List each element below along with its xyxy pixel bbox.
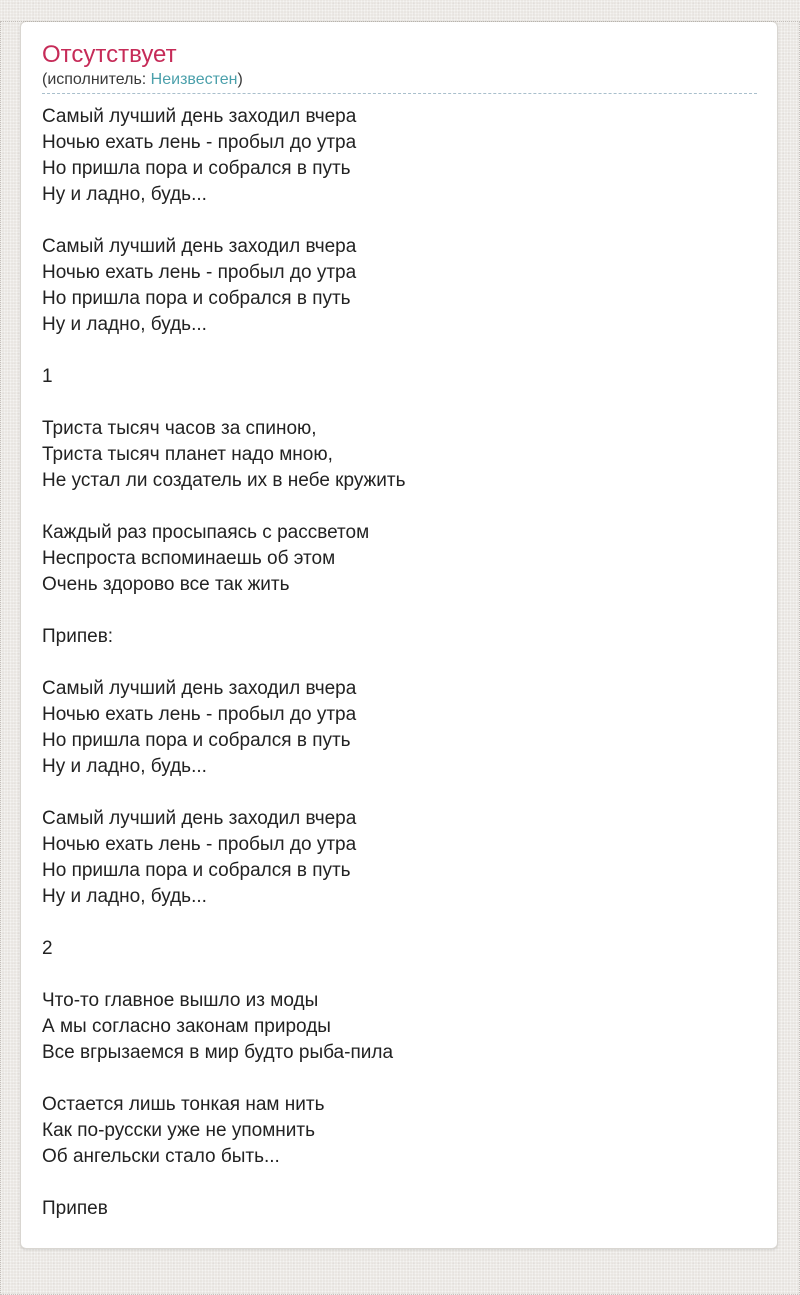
lyric-line bbox=[42, 598, 757, 624]
lyric-line: Ну и ладно, будь... bbox=[42, 756, 207, 777]
lyric-line bbox=[42, 910, 757, 936]
lyric-line bbox=[42, 962, 757, 988]
lyric-line: Не устал ли создатель их в небе кружить bbox=[42, 470, 406, 491]
lyric-line: Но пришла пора и собрался в путь bbox=[42, 860, 351, 881]
lyric-line: Припев: bbox=[42, 626, 114, 647]
song-subtitle bbox=[42, 69, 757, 91]
artist-label-open: (исполнитель: bbox=[42, 71, 151, 88]
artist-link[interactable]: Неизвестен bbox=[150, 71, 238, 88]
lyric-line bbox=[42, 338, 757, 364]
lyric-line: Самый лучший день заходил вчера bbox=[42, 678, 357, 699]
lyric-line: Триста тысяч планет надо мною, bbox=[42, 444, 333, 465]
lyrics-card bbox=[20, 21, 778, 1249]
song-title: Отсутствует bbox=[42, 41, 177, 68]
lyric-line: Но пришла пора и собрался в путь bbox=[42, 730, 351, 751]
lyric-line: Об ангельски стало быть... bbox=[42, 1146, 280, 1167]
song-header bbox=[42, 41, 757, 94]
lyric-line bbox=[42, 390, 757, 416]
lyric-line: Триста тысяч часов за спиною, bbox=[42, 418, 317, 439]
lyric-line: Каждый раз просыпаясь с рассветом bbox=[42, 522, 370, 543]
lyric-line bbox=[42, 1066, 757, 1092]
lyrics bbox=[42, 104, 757, 1222]
lyric-line: Но пришла пора и собрался в путь bbox=[42, 288, 351, 309]
lyric-line: Самый лучший день заходил вчера bbox=[42, 808, 357, 829]
lyric-line: Ну и ладно, будь... bbox=[42, 314, 207, 335]
lyric-line: Припев bbox=[42, 1198, 108, 1219]
lyric-line: Ночью ехать лень - пробыл до утра bbox=[42, 704, 357, 725]
lyric-line: Неспроста вспоминаешь об этом bbox=[42, 548, 336, 569]
lyric-line: Ну и ладно, будь... bbox=[42, 184, 207, 205]
lyric-line: А мы согласно законам природы bbox=[42, 1016, 331, 1037]
lyric-line bbox=[42, 650, 757, 676]
lyric-line: Ночью ехать лень - пробыл до утра bbox=[42, 132, 357, 153]
lyric-line: Ну и ладно, будь... bbox=[42, 886, 207, 907]
lyric-line: Что-то главное вышло из моды bbox=[42, 990, 319, 1011]
lyric-line: Очень здорово все так жить bbox=[42, 574, 290, 595]
lyric-line: Самый лучший день заходил вчера bbox=[42, 236, 357, 257]
lyric-line: Все вгрызаемся в мир будто рыба-пила bbox=[42, 1042, 394, 1063]
lyric-line: Как по-русски уже не упомнить bbox=[42, 1120, 315, 1141]
lyric-line: 2 bbox=[42, 938, 53, 959]
lyric-line bbox=[42, 208, 757, 234]
lyric-line bbox=[42, 494, 757, 520]
lyric-line: Ночью ехать лень - пробыл до утра bbox=[42, 834, 357, 855]
artist-label-close: ) bbox=[237, 71, 243, 88]
lyric-line: Ночью ехать лень - пробыл до утра bbox=[42, 262, 357, 283]
lyric-line bbox=[42, 1170, 757, 1196]
lyric-line bbox=[42, 780, 757, 806]
lyric-line: Остается лишь тонкая нам нить bbox=[42, 1094, 325, 1115]
lyric-line: Самый лучший день заходил вчера bbox=[42, 106, 357, 127]
lyric-line: Но пришла пора и собрался в путь bbox=[42, 158, 351, 179]
lyric-line: 1 bbox=[42, 366, 53, 387]
